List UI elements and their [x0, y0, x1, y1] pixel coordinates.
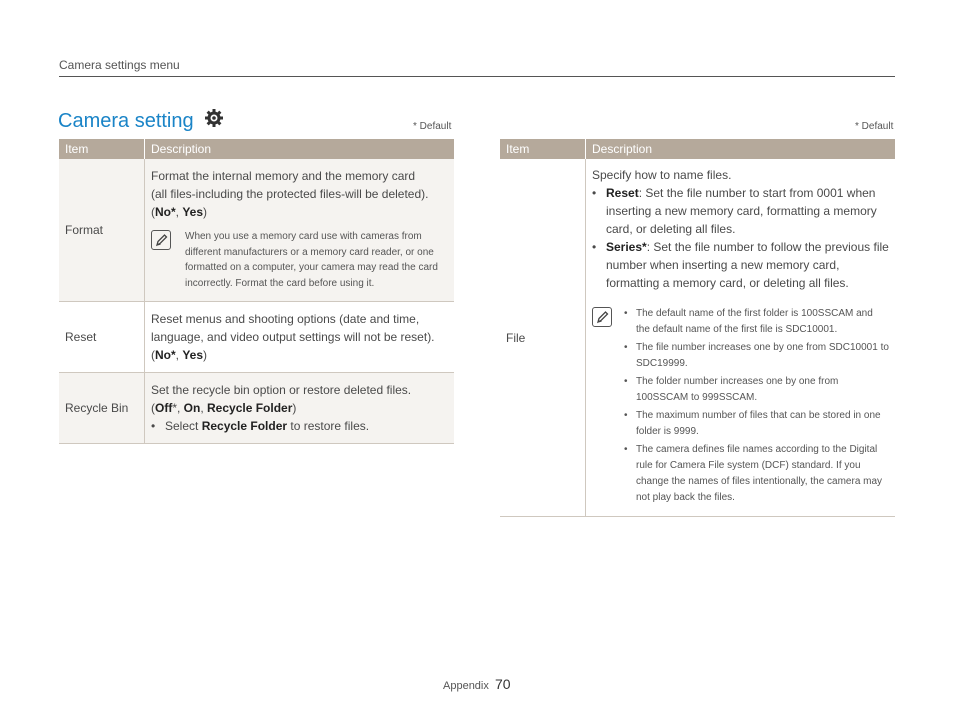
- row-item-reset: Reset: [59, 302, 145, 373]
- desc-text: (all files-including the protected files-will be deleted).: [151, 187, 429, 201]
- note-list: [624, 306, 889, 508]
- note-icon: [151, 230, 171, 250]
- note-box: [151, 229, 448, 291]
- options-text: (No*, Yes): [151, 205, 208, 219]
- row-item-recycle-bin: Recycle Bin: [59, 373, 145, 444]
- footer-label: Appendix: [443, 680, 489, 692]
- note-text: When you use a memory card use with cameras from different manufacturers or a memory card reader, or one formatted on a computer, your camera may read the card incorrectly. Format the card before using it.: [185, 231, 438, 289]
- table-row: [59, 159, 454, 302]
- settings-table-right: [500, 139, 895, 517]
- options-text: (Off*, On, Recycle Folder): [151, 401, 297, 415]
- note-item: • The camera defines file names according to the Digital rule for Camera File system (DCF) standard. If you change the names of files intentionally, the camera may not play back the files.: [624, 444, 883, 503]
- default-note-right: * Default: [855, 121, 894, 132]
- column-header-item: Item: [500, 139, 586, 159]
- page-number: 70: [494, 676, 511, 692]
- bullet-item: • Series*: Set the file number to follow the previous file number when inserting a new memory card, formatting a memory card, or deleting all files.: [592, 240, 889, 290]
- row-item-file: File: [500, 159, 586, 517]
- row-desc-file: [586, 159, 896, 517]
- desc-text: Specify how to name files.: [592, 168, 732, 182]
- bullet-item: • Reset: Set the file number to start from 0001 when inserting a new memory card, formatting a memory card, or deleting all files.: [592, 186, 877, 236]
- table-row: [59, 302, 454, 373]
- desc-text: Reset menus and shooting options (date and time,: [151, 312, 420, 326]
- settings-table-left: [59, 139, 454, 444]
- column-header-description: Description: [586, 139, 896, 159]
- bullet-item: • Select Recycle Folder to restore files.: [151, 419, 370, 433]
- column-header-item: Item: [59, 139, 145, 159]
- row-desc-format: [145, 159, 455, 302]
- page-title: [58, 108, 224, 134]
- row-item-format: Format: [59, 159, 145, 302]
- desc-text: language, and video output settings will not be reset).: [151, 330, 435, 344]
- gear-icon: [204, 108, 224, 134]
- row-desc-recycle-bin: [145, 373, 455, 444]
- options-text: (No*, Yes): [151, 348, 208, 362]
- note-item: • The maximum number of files that can be stored in one folder is 9999.: [624, 410, 881, 437]
- page-title-text: Camera setting: [58, 109, 194, 132]
- table-row: [500, 159, 895, 517]
- section-header: Camera settings menu: [59, 58, 180, 72]
- desc-text: Format the internal memory and the memory card: [151, 169, 416, 183]
- note-item: • The file number increases one by one from SDC10001 to SDC19999.: [624, 342, 889, 369]
- desc-text: Set the recycle bin option or restore deleted files.: [151, 383, 412, 397]
- row-desc-reset: [145, 302, 455, 373]
- column-header-description: Description: [145, 139, 455, 159]
- note-box: [592, 306, 889, 508]
- page-footer: [443, 676, 511, 692]
- table-row: [59, 373, 454, 444]
- note-icon: [592, 307, 612, 327]
- note-item: • The default name of the first folder is 100SSCAM and the default name of the first file is SDC10001.: [624, 308, 873, 335]
- note-item: • The folder number increases one by one from 100SSCAM to 999SSCAM.: [624, 376, 839, 403]
- default-note-left: * Default: [413, 121, 452, 132]
- header-rule: [59, 76, 895, 77]
